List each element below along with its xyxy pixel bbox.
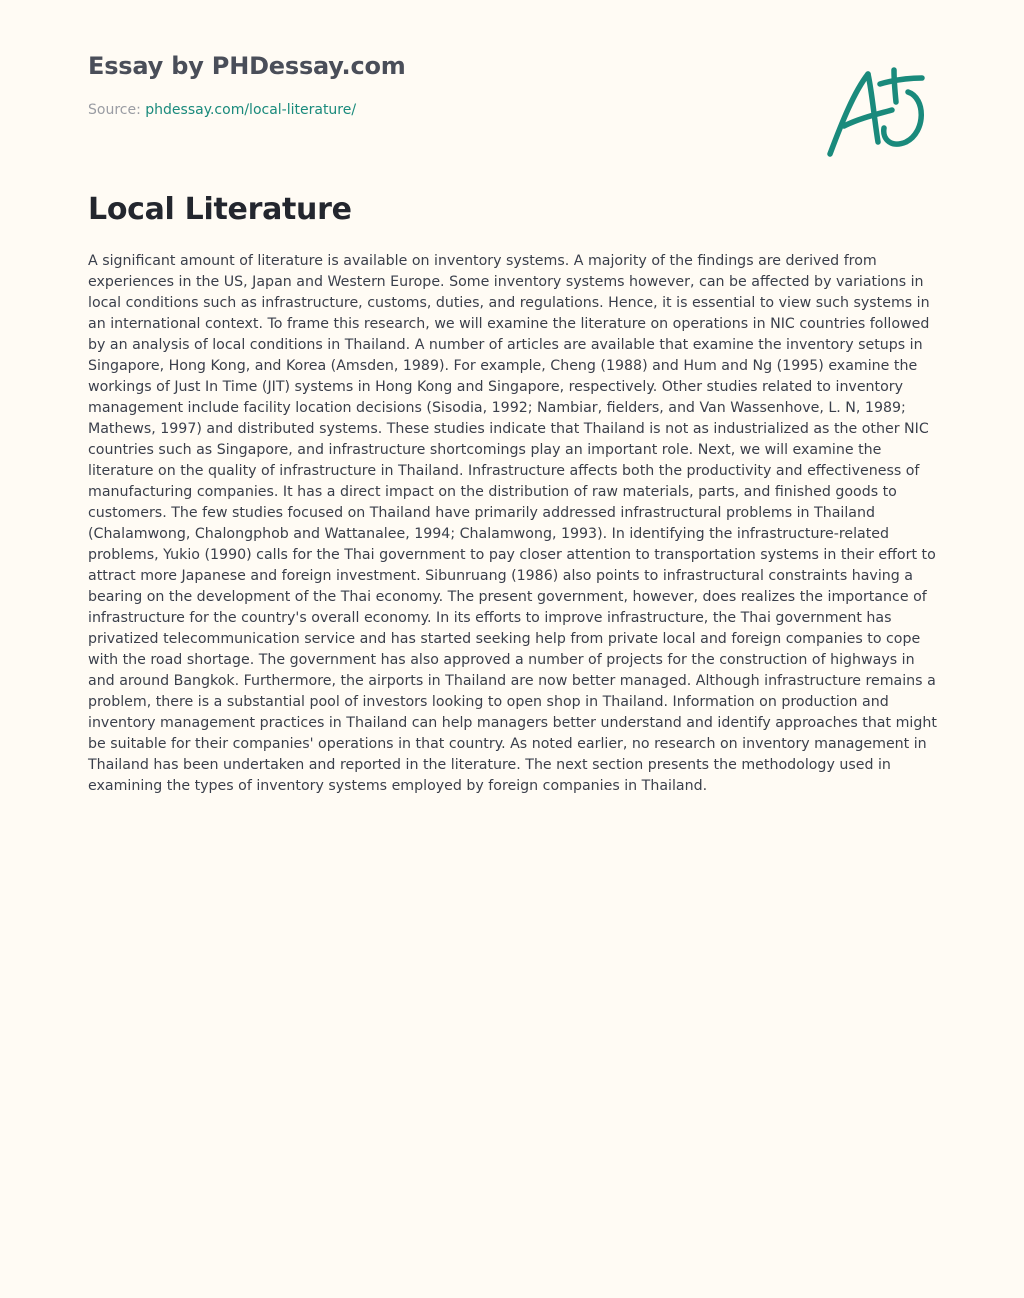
source-link[interactable]: phdessay.com/local-literature/ [145, 102, 357, 118]
document-title: Local Literature [88, 192, 352, 227]
site-title: Essay by PHDessay.com [88, 52, 406, 80]
source-label: Source: [88, 102, 146, 118]
a-plus-logo-icon [822, 62, 930, 162]
document-body: A significant amount of literature is available on inventory systems. A majority of the findings are derived from experiences in the US, Japan and Western Europe. Some inventory systems however, can be affected by variations in local conditions such as infrastructure, customs, duties, and regulations. Hence, it is essential to view such systems in an international context. To frame this research, we will examine the literature on operations in NIC countries followed by an analysis of local conditions in Thailand. A number of articles are available that examine the inventory setups in Singapore, Hong Kong, and Korea (Amsden, 1989). For example, Cheng (1988) and Hum and Ng (1995) examine the workings of Just In Time (JIT) systems in Hong Kong and Singapore, respectively. Other studies related to inventory management include facility location decisions (Sisodia, 1992; Nambiar, fielders, and Van Wassenhove, L. N, 1989; Mathews, 1997) and distributed systems. These studies indicate that Thailand is not as industrialized as the other NIC countries such as Singapore, and infrastructure shortcomings play an important role. Next, we will examine the literature on the quality of infrastructure in Thailand. Infrastructure affects both the productivity and effectiveness of manufacturing companies. It has a direct impact on the distribution of raw materials, parts, and finished goods to customers. The few studies focused on Thailand have primarily addressed infrastructural problems in Thailand (Chalamwong, Chalongphob and Wattanalee, 1994; Chalamwong, 1993). In identifying the infrastructure-related problems, Yukio (1990) calls for the Thai government to pay closer attention to transportation systems in their effort to attract more Japanese and foreign investment. Sibunruang (1986) also points to infrastructural constraints having a bearing on the development of the Thai economy. The present government, however, does realizes the importance of infrastructure for the country's overall economy. In its efforts to improve infrastructure, the Thai government has privatized telecommunication service and has started seeking help from private local and foreign companies to cope with the road shortage. The government has also approved a number of projects for the construction of highways in and around Bangkok. Furthermore, the airports in Thailand are now better managed. Although infrastructure remains a problem, there is a substantial pool of investors looking to open shop in Thailand. Information on production and inventory management practices in Thailand can help managers better understand and identify approaches that might be suitable for their companies' operations in that country. As noted earlier, no research on inventory management in Thailand has been undertaken and reported in the literature. The next section presents the methodology used in examining the types of inventory systems employed by foreign companies in Thailand. [88, 253, 937, 794]
source-line [88, 100, 356, 120]
